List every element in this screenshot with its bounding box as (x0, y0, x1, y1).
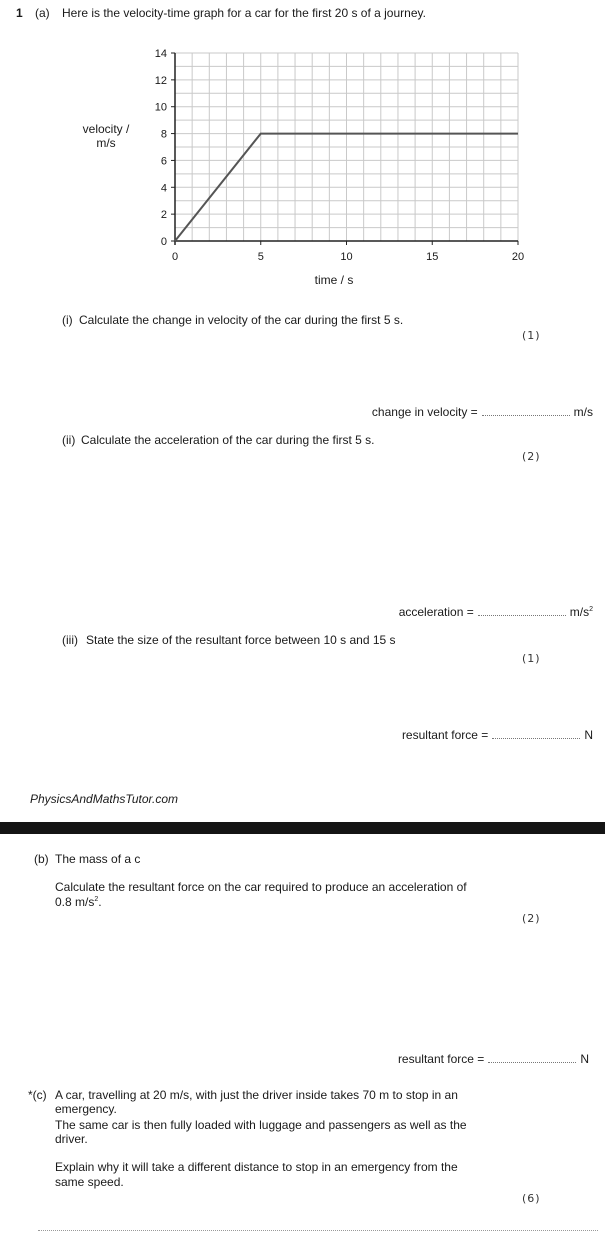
y-tick-label: 2 (160, 209, 167, 222)
part-iii-label: (iii) (62, 633, 78, 647)
part-ii-unit-exponent: 2 (589, 606, 593, 613)
part-b-marks: (2) (522, 912, 541, 925)
chart-grid (175, 53, 518, 241)
part-c-marks: (6) (522, 1192, 541, 1205)
part-ii-answer-line[interactable] (399, 605, 593, 619)
part-ii-unit: m/s (569, 605, 590, 619)
part-i-unit: m/s (573, 405, 593, 419)
watermark-text: PhysicsAndMathsTutor.com (30, 792, 179, 806)
y-tick-label: 14 (154, 48, 167, 60)
part-b-acceleration-value: 0.8 m/s (55, 895, 95, 909)
x-tick-label: 15 (426, 251, 439, 263)
part-ii-answer-space[interactable] (478, 605, 566, 616)
part-c-label: *(c) (28, 1088, 47, 1102)
part-iii-answer-space[interactable] (492, 728, 580, 739)
x-tick-label: 20 (511, 251, 525, 263)
part-b-unit: N (580, 1052, 589, 1066)
part-iii-text: State the size of the resultant force between 10 s and 15 s (86, 633, 396, 647)
x-tick-label: 10 (340, 251, 353, 263)
part-ii-marks: (2) (522, 450, 541, 463)
y-tick-label: 4 (160, 182, 167, 195)
page-separator-bar (0, 822, 605, 834)
part-c-line1: A car, travelling at 20 m/s, with just the driver inside takes 70 m to stop in an (55, 1088, 458, 1102)
part-ii-answer-label: acceleration = (398, 605, 474, 619)
part-i-label: (i) (62, 313, 73, 327)
x-axis-label: time / s (314, 273, 354, 287)
part-b-answer-label: resultant force = (397, 1052, 485, 1066)
y-tick-label: 6 (160, 155, 167, 168)
y-tick-label: 0 (160, 236, 167, 248)
part-c-line5: Explain why it will take a different distance to stop in an emergency from the (55, 1160, 458, 1174)
part-c-line6: same speed. (55, 1175, 124, 1189)
part-ii-text: Calculate the acceleration of the car during the first 5 s. (81, 433, 375, 447)
part-c-line2: emergency. (55, 1102, 117, 1116)
part-i-answer-line[interactable] (372, 405, 593, 419)
answer-writing-line[interactable] (38, 1230, 598, 1231)
part-b-answer-space[interactable] (488, 1052, 576, 1063)
part-b-line-end: . (98, 895, 102, 909)
part-iii-answer-line[interactable] (402, 728, 593, 742)
part-b-instruction-line2 (55, 895, 102, 909)
part-ii-label: (ii) (62, 433, 76, 447)
y-tick-label: 8 (160, 128, 167, 141)
question-number: 1 (16, 6, 23, 20)
part-i-text: Calculate the change in velocity of the car during the first 5 s. (79, 313, 404, 327)
y-tick-label: 12 (154, 74, 167, 87)
part-b-answer-line[interactable] (398, 1052, 589, 1066)
part-c-line3: The same car is then fully loaded with luggage and passengers as well as the (55, 1118, 467, 1132)
y-tick-label: 10 (154, 101, 167, 114)
part-a-label: (a) (35, 6, 50, 20)
part-a-text: Here is the velocity-time graph for a car for the first 20 s of a journey. (62, 6, 426, 20)
part-iii-unit: N (584, 728, 593, 742)
part-i-answer-space[interactable] (482, 405, 570, 416)
part-i-answer-label: change in velocity = (371, 405, 478, 419)
velocity-time-chart (0, 40, 605, 290)
part-iii-answer-label: resultant force = (401, 728, 489, 742)
x-tick-label: 5 (257, 251, 264, 263)
y-axis-label-line2: m/s (96, 136, 116, 150)
part-b-text: The mass of a c (55, 852, 141, 866)
part-b-instruction-line1: Calculate the resultant force on the car required to produce an acceleration of (55, 880, 467, 894)
part-iii-marks: (1) (522, 652, 541, 665)
y-axis-label-line1: velocity / (82, 122, 130, 136)
x-tick-label: 0 (171, 251, 179, 263)
part-b-label: (b) (34, 852, 49, 866)
part-i-marks: (1) (522, 329, 541, 342)
part-c-line4: driver. (55, 1132, 88, 1146)
part-b-acceleration-exponent: 2 (94, 896, 99, 903)
